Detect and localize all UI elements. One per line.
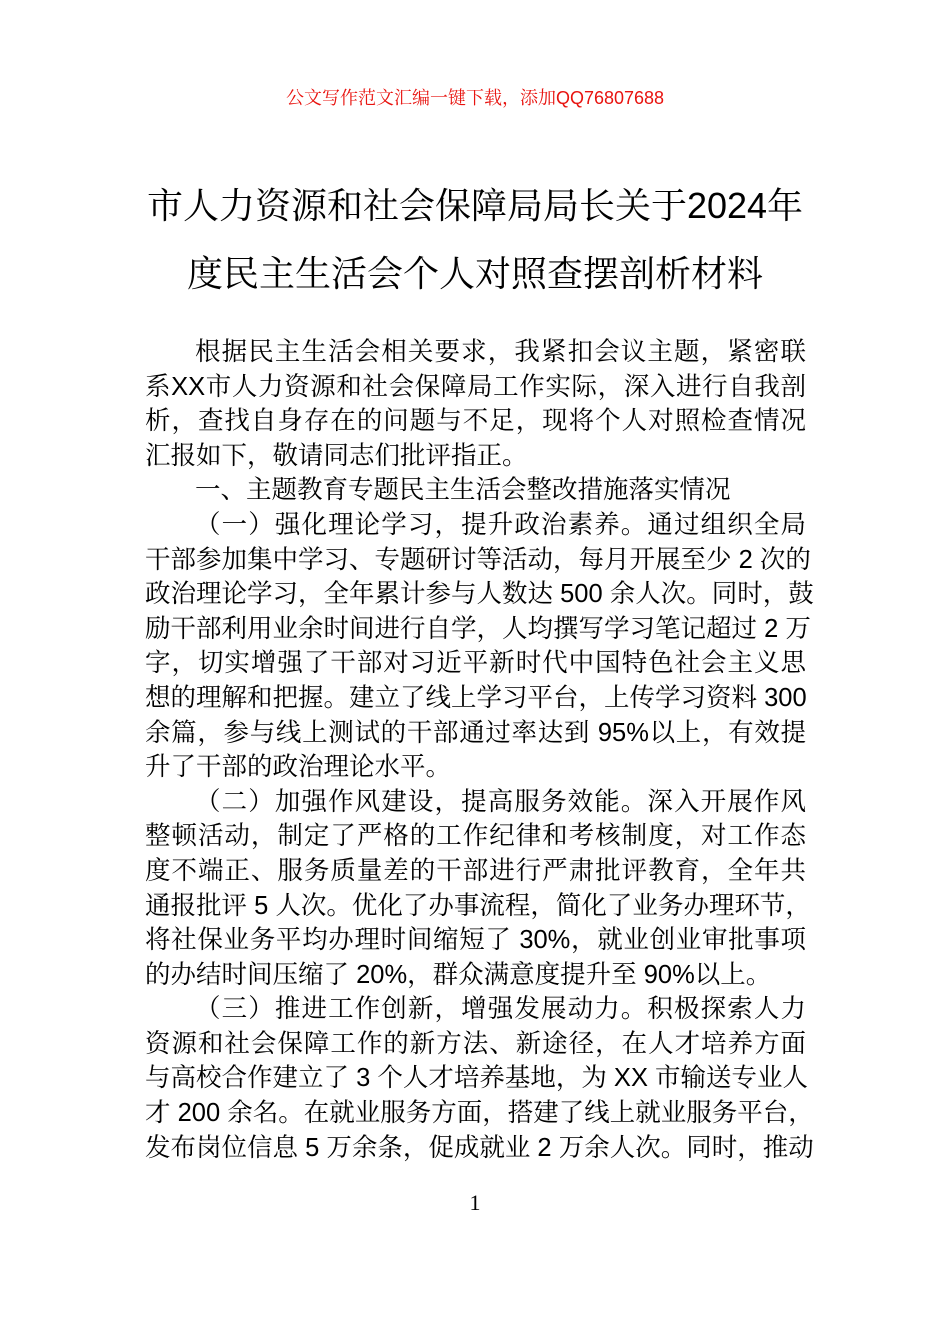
document-title (100, 172, 850, 308)
text-line: 资源和社会保障工作的新方法、新途径，在人才培养方面 (145, 1029, 806, 1058)
title-line: 市人力资源和社会保障局局长关于2024年 (146, 185, 804, 226)
text-line: （二）加强作风建设，提高服务效能。深入开展作风 (195, 787, 806, 816)
text-line: （三）推进工作创新，增强发展动力。积极探索人力 (195, 995, 806, 1024)
text-line: 一、主题教育专题民主生活会整改措施落实情况 (195, 476, 731, 505)
text-line: 励干部利用业余时间进行自学，人均撰写学习笔记超过 2 万 (145, 614, 811, 643)
text-line: 政治理论学习，全年累计参与人数达 500 余人次。同时，鼓 (145, 580, 814, 609)
document-body (145, 335, 814, 1165)
text-line: 度不端正、服务质量差的干部进行严肃批评教育，全年共 (145, 856, 806, 885)
text-line: 系XX市人力资源和社会保障局工作实际，深入进行自我剖 (145, 372, 806, 401)
text-line: 根据民主生活会相关要求，我紧扣会议主题，紧密联 (195, 338, 806, 366)
text-line: 发布岗位信息 5 万余条，促成就业 2 万余人次。同时，推动 (145, 1133, 814, 1162)
page-number: 1 (469, 1190, 481, 1215)
text-line: 字，切实增强了干部对习近平新时代中国特色社会主义思 (145, 649, 806, 678)
text-line: 析，查找自身存在的问题与不足，现将个人对照检查情况 (145, 407, 806, 436)
text-line: （一）强化理论学习，提升政治素养。通过组织全局 (195, 510, 806, 539)
text-line: 升了干部的政治理论水平。 (145, 753, 452, 782)
text-line: 想的理解和把握。建立了线上学习平台，上传学习资料 300 (145, 683, 807, 712)
text-line: 干部参加集中学习、专题研讨等活动，每月开展至少 2 次的 (145, 545, 811, 574)
text-line: 汇报如下，敬请同志们批评指正。 (145, 441, 528, 470)
download-watermark-link[interactable]: 公文写作范文汇编一键下载，添加QQ76807688 (285, 88, 665, 108)
text-line: 将社保业务平均办理时间缩短了 30%，就业创业审批事项 (145, 926, 806, 955)
text-line: 余篇，参与线上测试的干部通过率达到 95%以上，有效提 (145, 718, 806, 747)
text-line: 通报批评 5 人次。优化了办事流程，简化了业务办理环节， (145, 891, 811, 920)
text-line: 与高校合作建立了 3 个人才培养基地，为 XX 市输送专业人 (145, 1064, 809, 1093)
text-line: 才 200 余名。在就业服务方面，搭建了线上就业服务平台， (145, 1099, 814, 1128)
title-line: 度民主生活会个人对照查摆剖析材料 (186, 253, 763, 294)
text-line: 的办结时间压缩了 20%，群众满意度提升至 90%以上。 (145, 960, 772, 989)
text-line: 整顿活动，制定了严格的工作纪律和考核制度，对工作态 (145, 822, 806, 851)
